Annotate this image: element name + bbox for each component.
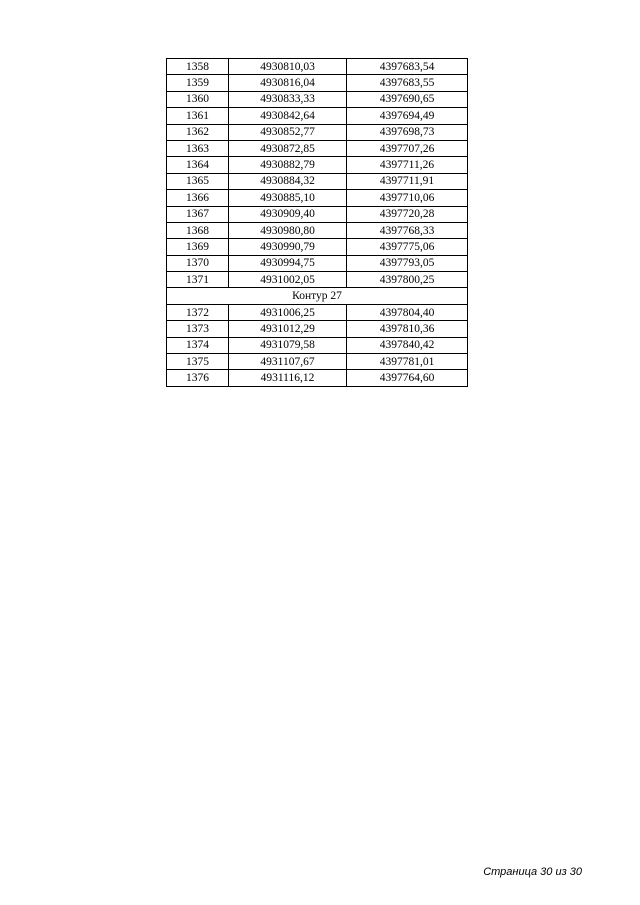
point-number-cell: 1369 — [167, 239, 229, 255]
point-number-cell: 1372 — [167, 304, 229, 320]
table-row — [167, 354, 468, 370]
y-coordinate-cell: 4397781,01 — [347, 354, 468, 370]
y-coordinate-cell: 4397764,60 — [347, 370, 468, 386]
x-coordinate-cell: 4931116,12 — [229, 370, 347, 386]
x-coordinate-cell: 4931002,05 — [229, 272, 347, 288]
table-row — [167, 255, 468, 271]
x-coordinate-cell: 4930884,32 — [229, 173, 347, 189]
table-row — [167, 337, 468, 353]
x-coordinate-cell: 4930994,75 — [229, 255, 347, 271]
table-row — [167, 206, 468, 222]
point-number-cell: 1374 — [167, 337, 229, 353]
y-coordinate-cell: 4397793,05 — [347, 255, 468, 271]
x-coordinate-cell: 4931107,67 — [229, 354, 347, 370]
coordinates-table — [166, 58, 468, 387]
y-coordinate-cell: 4397810,36 — [347, 321, 468, 337]
point-number-cell: 1362 — [167, 124, 229, 140]
table-row — [167, 124, 468, 140]
section-header-row — [167, 288, 468, 304]
table-row — [167, 140, 468, 156]
table-row — [167, 370, 468, 386]
table-row — [167, 157, 468, 173]
point-number-cell: 1376 — [167, 370, 229, 386]
table-row — [167, 91, 468, 107]
coordinates-table-body — [167, 59, 468, 387]
table-row — [167, 304, 468, 320]
point-number-cell: 1368 — [167, 222, 229, 238]
table-row — [167, 321, 468, 337]
point-number-cell: 1373 — [167, 321, 229, 337]
point-number-cell: 1358 — [167, 59, 229, 75]
y-coordinate-cell: 4397768,33 — [347, 222, 468, 238]
x-coordinate-cell: 4930980,80 — [229, 222, 347, 238]
y-coordinate-cell: 4397720,28 — [347, 206, 468, 222]
point-number-cell: 1375 — [167, 354, 229, 370]
page-number-footer: Страница 30 из 30 — [483, 866, 582, 878]
x-coordinate-cell: 4930909,40 — [229, 206, 347, 222]
y-coordinate-cell: 4397775,06 — [347, 239, 468, 255]
x-coordinate-cell: 4931012,29 — [229, 321, 347, 337]
x-coordinate-cell: 4930810,03 — [229, 59, 347, 75]
x-coordinate-cell: 4930882,79 — [229, 157, 347, 173]
x-coordinate-cell: 4930872,85 — [229, 140, 347, 156]
x-coordinate-cell: 4931006,25 — [229, 304, 347, 320]
y-coordinate-cell: 4397698,73 — [347, 124, 468, 140]
y-coordinate-cell: 4397690,65 — [347, 91, 468, 107]
point-number-cell: 1364 — [167, 157, 229, 173]
y-coordinate-cell: 4397707,26 — [347, 140, 468, 156]
point-number-cell: 1363 — [167, 140, 229, 156]
table-row — [167, 272, 468, 288]
table-row — [167, 108, 468, 124]
x-coordinate-cell: 4931079,58 — [229, 337, 347, 353]
table-row — [167, 239, 468, 255]
x-coordinate-cell: 4930990,79 — [229, 239, 347, 255]
point-number-cell: 1370 — [167, 255, 229, 271]
y-coordinate-cell: 4397694,49 — [347, 108, 468, 124]
table-row — [167, 59, 468, 75]
point-number-cell: 1359 — [167, 75, 229, 91]
y-coordinate-cell: 4397711,26 — [347, 157, 468, 173]
table-row — [167, 75, 468, 91]
section-label: Контур 27 — [167, 288, 468, 304]
y-coordinate-cell: 4397800,25 — [347, 272, 468, 288]
x-coordinate-cell: 4930816,04 — [229, 75, 347, 91]
point-number-cell: 1371 — [167, 272, 229, 288]
table-row — [167, 222, 468, 238]
x-coordinate-cell: 4930833,33 — [229, 91, 347, 107]
point-number-cell: 1361 — [167, 108, 229, 124]
point-number-cell: 1360 — [167, 91, 229, 107]
point-number-cell: 1366 — [167, 190, 229, 206]
x-coordinate-cell: 4930885,10 — [229, 190, 347, 206]
y-coordinate-cell: 4397711,91 — [347, 173, 468, 189]
point-number-cell: 1365 — [167, 173, 229, 189]
y-coordinate-cell: 4397840,42 — [347, 337, 468, 353]
y-coordinate-cell: 4397804,40 — [347, 304, 468, 320]
y-coordinate-cell: 4397710,06 — [347, 190, 468, 206]
table-row — [167, 190, 468, 206]
y-coordinate-cell: 4397683,54 — [347, 59, 468, 75]
y-coordinate-cell: 4397683,55 — [347, 75, 468, 91]
x-coordinate-cell: 4930852,77 — [229, 124, 347, 140]
point-number-cell: 1367 — [167, 206, 229, 222]
x-coordinate-cell: 4930842,64 — [229, 108, 347, 124]
table-row — [167, 173, 468, 189]
